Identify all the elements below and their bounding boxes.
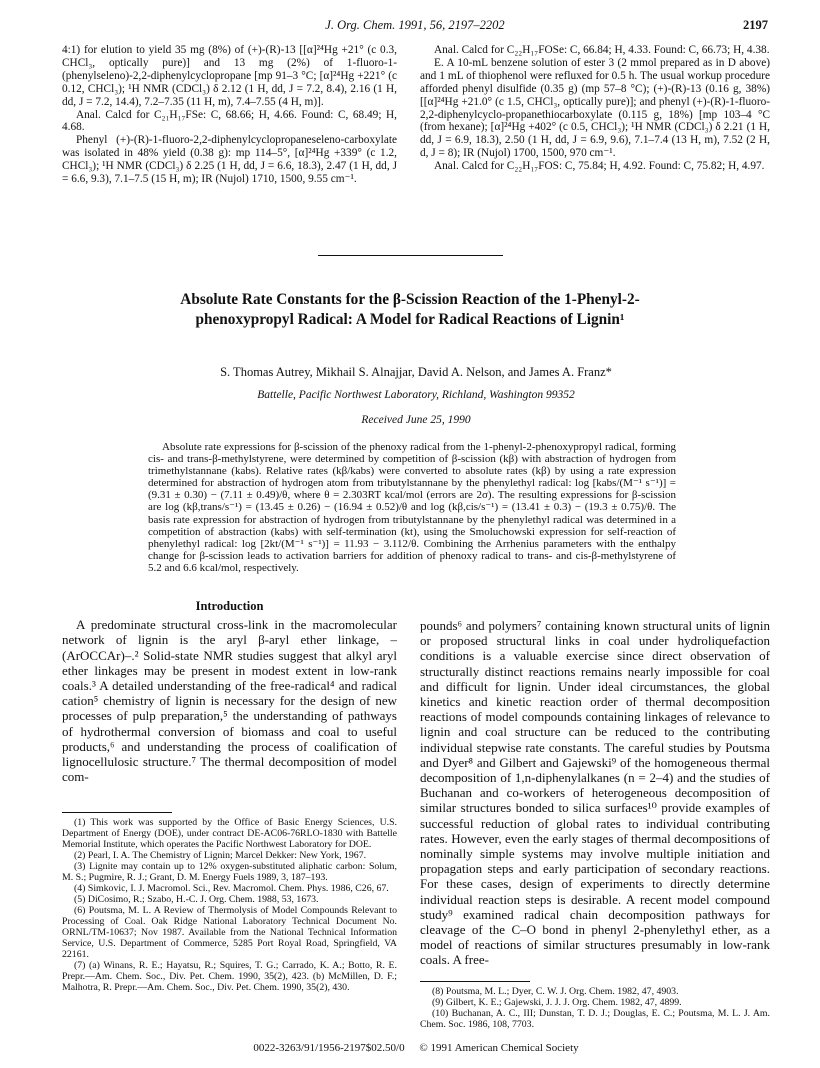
article-code: 0022-3263/91/1956-2197$02.50/0 — [253, 1042, 405, 1054]
footnote: (4) Simkovic, I. J. Macromol. Sci., Rev. Macromol. Chem. Phys. 1986, C26, 67. — [74, 883, 389, 894]
page-footer — [62, 1042, 770, 1054]
footnotes-right — [420, 986, 770, 1030]
journal-citation: J. Org. Chem. 1991, 56, 2197–2202 — [325, 18, 505, 32]
introduction-left-column — [62, 599, 397, 784]
footnote: (7) (a) Winans, R. E.; Hayatsu, R.; Squires, T. G.; Carrado, K. A.; Botto, R. E. Prepr.—Am. Chem. Soc., Div. Pet. Chem. 1990, 35(2), 423. (b) McMillen, D. F.; Malhotra, R. Prepr.—Am. Chem. Soc., Div. Pet. Chem. 1990, 35(2), 430. — [62, 960, 397, 993]
received-date: Received June 25, 1990 — [361, 414, 471, 426]
introduction-right-column — [420, 618, 770, 968]
analysis-paragraph: Anal. Calcd for C₂₁H₁₇FSe: C, 68.66; H, 4.66. Found: C, 68.49; H, 4.68. — [62, 108, 397, 134]
footnote: (5) DiCosimo, R.; Szabo, H.-C. J. Org. Chem. 1988, 53, 1673. — [74, 894, 319, 905]
footnote: (3) Lignite may contain up to 12% oxygen-substituted aliphatic carbon: Solum, M. S.; Pugmire, R. J.; Grant, D. M. Energy Fuels 1989, 3, 187–193. — [62, 861, 397, 883]
article-authors: S. Thomas Autrey, Mikhail S. Alnajjar, David A. Nelson, and James A. Franz* — [220, 365, 612, 379]
analysis-paragraph: Anal. Calcd for C₂₂H₁₇FOS: C, 75.84; H, 4.92. Found: C, 75.82; H, 4.97. — [434, 160, 765, 173]
article-title: Absolute Rate Constants for the β-Scission Reaction of the 1-Phenyl-2-phenoxypropyl Radical: A Model for Radical Reactions of Lignin¹ — [180, 291, 640, 328]
experimental-paragraph: Phenyl (+)-(R)-1-fluoro-2,2-diphenylcyclopropaneseleno-carboxylate was isolated in 48% yield (0.38 g): mp 114–5°, [α]²⁴Hg +339° (c 1.2, CHCl₃); ¹H NMR (CDCl₃) δ 2.25 (1 H, dd, J = 6.6, 18.3), 2.47 (1 H, dd, J = 6.6, 9.3), 7.1–7.5 (15 H, m); IR (Nujol) 1710, 1500, 9.55 cm⁻¹. — [62, 134, 397, 186]
previous-article-right-column — [420, 44, 770, 173]
abstract-text: Absolute rate expressions for β-scission of the phenoxy radical from the 1-phenyl-2-phenoxypropyl radical, forming cis- and trans-β-methylstyrene, were determined by competition of β-scission (kβ) with abstraction of hydrogen from trimethylstannane (kabs). Relative rates (kβ/kabs) were converted to absolute rates (kβ) by using a rate expression determined for abstraction of hydrogen atom from tributylstannane by the phenylethyl radical: log [kabs/(M⁻¹ s⁻¹)] = (9.31 ± 0.30) − (7.11 ± 0.49)/θ, where θ = 2.303RT kcal/mol (errors are 2σ). The resulting expressions for β-scission are log (kβ,trans/s⁻¹) = (13.45 ± 0.26) − (16.94 ± 0.52)/θ and log (kβ,cis/s⁻¹) = (13.41 ± 0.3) − (19.3 ± 0.75)/θ. The basis rate expression for abstraction of hydrogen from tributylstannane by the phenylethyl radical was determined in a competition of abstraction (kabs) with self-termination (kt), using the Smoluchowski expression for self-reaction of phenylethyl radical: log [2kt/(M⁻¹ s⁻¹)] = 11.93 − 3.112/θ. Combining the Arrhenius parameters with the enthalpy change for β-scission leads to activation barriers for addition of phenoxy radical to trans- and cis-β-methylstyrene of 5.2 and 6.6 kcal/mol, respectively. — [148, 441, 676, 574]
abstract — [148, 441, 676, 574]
footnote-rule-left — [62, 812, 172, 813]
article-separator-rule — [318, 255, 503, 256]
article-affiliation: Battelle, Pacific Northwest Laboratory, Richland, Washington 99352 — [257, 389, 575, 401]
footnotes-left — [62, 817, 397, 993]
section-heading-introduction: Introduction — [195, 599, 264, 613]
footnote: (9) Gilbert, K. E.; Gajewski, J. J. J. Org. Chem. 1982, 47, 4899. — [432, 997, 682, 1008]
body-paragraph: pounds⁶ and polymers⁷ containing known structural units of lignin or proposed structural links in coal under hydroliquefaction conditions is a valuable exercise since direct observation of structurally distinct reactions remains nearly impossible for coal and difficult for lignin. Under ideal circumstances, the global kinetics and kinetic reaction order of thermal decomposition reactions of model compounds containing linkages of relevance to lignin and coal structure can be reduced to the contributing individual stepwise rate constants. The careful studies by Poutsma and Dyer⁸ and Gilbert and Gajewski⁹ of the homogeneous thermal decomposition of 1,n-diphenylalkanes (n = 2–4) and the studies of Buchanan and co-workers of heterogeneous decomposition of similar structures bonded to silica surfaces¹⁰ provide examples of successful reduction of global rates to individual contributing rates. However, even the early stages of thermal decompositions of nominally simple systems may involve multiple initiation and propagation steps and early participation of secondary reactions. For these cases, design of experiments to directly determine individual reaction steps is desirable. A recent model compound study⁹ examined radical chain decomposition pathways for cleavage of the C–O bond in phenyl 2-phenylethyl ether, as a model of reactions of similar structures presumably in low-rank coals. A free- — [420, 618, 770, 968]
previous-article-left-column — [62, 44, 397, 186]
footnote: (2) Pearl, I. A. The Chemistry of Lignin; Marcel Dekker: New York, 1967. — [74, 850, 367, 861]
body-paragraph: A predominate structural cross-link in the macromolecular network of lignin is the aryl β-aryl ether linkage, –(ArOCCAr)–.² Solid-state NMR studies suggest that alkyl aryl ether linkages may be present in modest extent in low-rank coals.³ A detailed understanding of the free-radical⁴ and radical cation⁵ chemistry of lignin is necessary for the design of new processes of pulp preparation,⁵ the understanding of pathways of hydrothermal conversion of biomass and coal to useful products,⁶ and understanding the process of coalification of lignocellulosic structure.⁷ The thermal decomposition of model com- — [62, 617, 397, 785]
footnote: (6) Poutsma, M. L. A Review of Thermolysis of Model Compounds Relevant to Processing of Coal. Oak Ridge National Laboratory Technical Document No. ORNL/TM-10637; Nov 1987. Available from the National Technical Information Service, U.S. Department of Commerce, 5285 Port Royal Road, Springfield, VA 22161. — [62, 905, 397, 960]
footnote: (8) Poutsma, M. L.; Dyer, C. W. J. Org. Chem. 1982, 47, 4903. — [432, 986, 679, 997]
footnote: (10) Buchanan, A. C., III; Dunstan, T. D. J.; Douglas, E. C.; Poutsma, M. L. J. Am. Chem. Soc. 1986, 108, 7703. — [420, 1008, 770, 1030]
page-number: 2197 — [743, 18, 768, 32]
experimental-paragraph: 4:1) for elution to yield 35 mg (8%) of (+)-(R)-13 [[α]²⁴Hg +21° (c 0.3, CHCl₃, optically pure)] and 13 mg (2%) of 1-fluoro-1-(phenylseleno)-2,2-diphenylcyclopropane [mp 91–3 °C; [α]²⁴Hg +221° (c 0.12, CHCl₃); ¹H NMR (CDCl₃) δ 2.12 (1 H, dd, J = 7.2, 8.4), 2.16 (1 H, dd, J = 7.2, 14.4), 7.2–7.35 (11 H, m), 7.4–7.55 (4 H, m)]. — [62, 44, 397, 108]
copyright-notice: © 1991 American Chemical Society — [419, 1042, 579, 1054]
footnote: (1) This work was supported by the Office of Basic Energy Sciences, U.S. Department of Energy (DOE), under contract DE-AC06-76RLO-1830 with Battelle Memorial Institute, which operates the Pacific Northwest Laboratory for DOE. — [62, 817, 397, 850]
experimental-paragraph: E. A 10-mL benzene solution of ester 3 (2 mmol prepared as in D above) and 1 mL of thiophenol were refluxed for 0.5 h. The usual workup procedure afforded phenyl disulfide (0.35 g) (mp 57–8 °C); (+)-(R)-13 (0.16 g, 38%) [[α]²⁴Hg +21.0° (c 1.5, CHCl₃, optically pure)]; and phenyl (+)-(R)-1-fluoro-2,2-diphenylcyclo-propanethiocarboxylate (0.115 g, 18%) [mp 103–4 °C (from hexane); [α]²⁴Hg +402° (c 0.5, CHCl₃); ¹H NMR (CDCl₃) δ 2.21 (1 H, dd, J = 6.9, 18.3), 2.50 (1 H, dd, J = 6.9, 9.6), 7.1–7.4 (13 H, m), 7.52 (2 H, d, J = 8); IR (Nujol) 1700, 1500, 970 cm⁻¹. — [420, 56, 770, 160]
running-header — [62, 18, 768, 34]
analysis-paragraph: Anal. Calcd for C₂₂H₁₇FOSe: C, 66.84; H, 4.33. Found: C, 66.73; H, 4.38. — [434, 44, 770, 56]
footnote-rule-right — [420, 981, 530, 982]
